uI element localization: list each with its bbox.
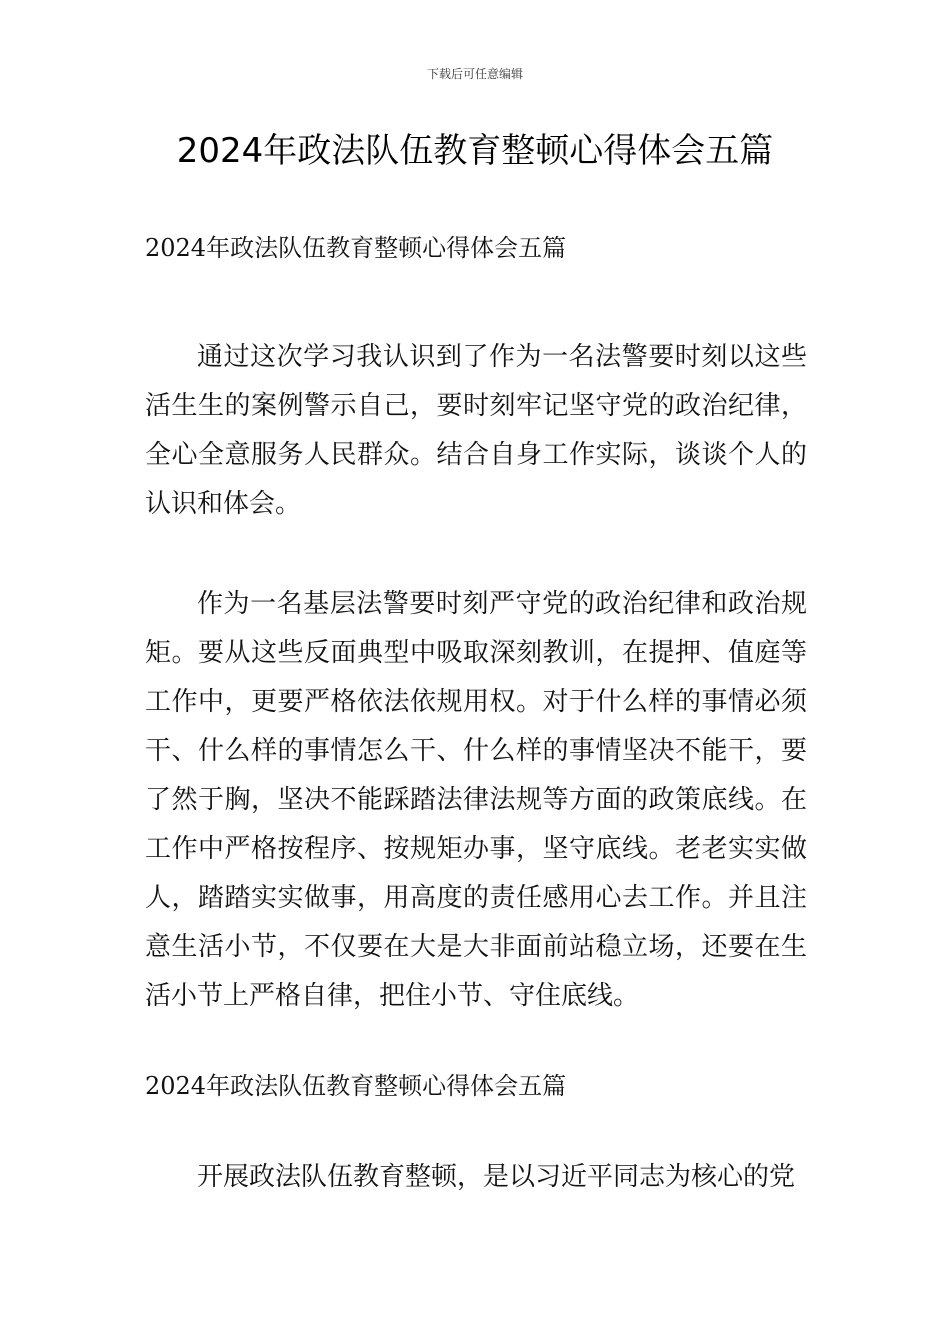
page-header-note: 下载后可任意编辑 — [426, 67, 523, 81]
section-heading: 2024年政法队伍教育整顿心得体会五篇 — [145, 1072, 567, 1100]
body-paragraph: 开展政法队伍教育整顿，是以习近平同志为核心的党 — [197, 1162, 796, 1192]
paragraph-spacer — [145, 1111, 807, 1153]
body-paragraph: 通过这次学习我认识到了作为一名法警要时刻以这些活生生的案例警示自己，要时刻牢记坚守党的政治纪律，全心全意服务人民群众。结合自身工作实际，谈谈个人的认识和体会。 — [145, 342, 807, 519]
paragraph-spacer — [145, 273, 807, 333]
paragraph-spacer — [145, 1021, 807, 1062]
document-body — [145, 224, 807, 1202]
body-paragraph: 作为一名基层法警要时刻严守党的政治纪律和政治规矩。要从这些反面典型中吸取深刻教训，在提押、值庭等工作中，更要严格依法依规用权。对于什么样的事情必须干、什么样的事情怎么干、什么样的事情坚决不能干，要了然于胸，坚决不能踩踏法律法规等方面的政策底线。在工作中严格按程序、按规矩办事，坚守底线。老老实实做人，踏踏实实做事，用高度的责任感用心去工作。并且注意生活小节，不仅要在大是大非面前站稳立场，还要在生活小节上严格自律，把住小节、守住底线。 — [145, 589, 807, 1011]
paragraph-spacer — [145, 529, 807, 580]
document-title: 2024年政法队伍教育整顿心得体会五篇 — [176, 131, 774, 171]
section-heading: 2024年政法队伍教育整顿心得体会五篇 — [145, 234, 567, 262]
